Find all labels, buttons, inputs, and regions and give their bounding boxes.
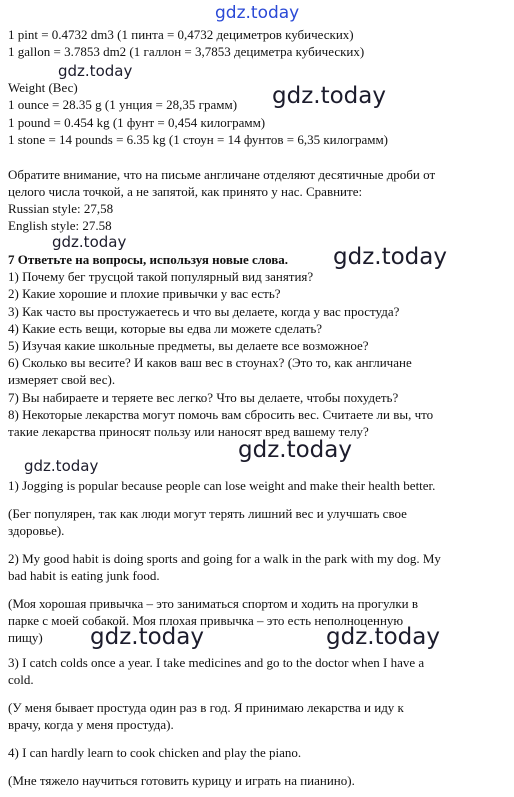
unit-ounce: 1 ounce = 28.35 g (1 унция = 28,35 грамм): [8, 97, 238, 112]
answer-line: (Мне тяжело научиться готовить курицу и играть на пианино).: [8, 773, 355, 788]
answer-line: (Моя хорошая привычка – это заниматься спортом и ходить на прогулки в: [8, 596, 419, 611]
watermark: gdz.today: [24, 457, 99, 475]
answer-line: bad habit is eating junk food.: [8, 568, 160, 583]
answer-line: врачу, когда у меня простуда).: [8, 717, 174, 732]
question-line: 4) Какие есть вещи, которые вы едва ли можете сделать?: [8, 321, 323, 336]
answer-line: парке с моей собакой. Моя плохая привычка – это есть неполноценную: [8, 613, 404, 628]
answer-line: 3) I catch colds once a year. I take medicines and go to the doctor when I have a: [8, 655, 425, 670]
answer-line: cold.: [8, 672, 34, 687]
answer-line: 2) My good habit is doing sports and going for a walk in the park with my dog. My: [8, 551, 441, 566]
question-line: такие лекарства приносят пользу или наносят вред вашему телу?: [8, 424, 369, 439]
watermark: gdz.today: [215, 3, 300, 23]
answer-line: 1) Jogging is popular because people can lose weight and make their health better.: [8, 478, 436, 493]
note-line: Обратите внимание, что на письме англичане отделяют десятичные дроби от: [8, 167, 436, 182]
watermark: gdz.today: [333, 244, 447, 270]
english-style: English style: 27.58: [8, 218, 112, 233]
question-line: измеряет свой вес).: [8, 372, 116, 387]
question-line: 8) Некоторые лекарства могут помочь вам сбросить вес. Считаете ли вы, что: [8, 407, 434, 422]
unit-stone: 1 stone = 14 pounds = 6.35 kg (1 стоун = 14 фунтов = 6,35 килограмм): [8, 132, 388, 147]
answer-line: (У меня бывает простуда один раз в год. Я принимаю лекарства и иду к: [8, 700, 404, 715]
answer-line: 4) I can hardly learn to cook chicken and play the piano.: [8, 745, 302, 760]
unit-gallon: 1 gallon = 3.7853 dm2 (1 галлон = 3,7853 дециметра кубических): [8, 44, 365, 59]
watermark: gdz.today: [238, 437, 352, 463]
watermark: gdz.today: [90, 624, 204, 650]
question-line: 7) Вы набираете и теряете вес легко? Что вы делаете, чтобы похудеть?: [8, 390, 399, 405]
unit-pint: 1 pint = 0.4732 dm3 (1 пинта = 0,4732 дециметров кубических): [8, 27, 354, 42]
answer-line: здоровье).: [8, 523, 65, 538]
answer-line: пищу): [8, 630, 43, 645]
weight-heading: Weight (Вес): [8, 80, 78, 95]
watermark: gdz.today: [272, 83, 386, 109]
watermark: gdz.today: [52, 233, 127, 251]
watermark: gdz.today: [326, 624, 440, 650]
unit-pound: 1 pound = 0.454 kg (1 фунт = 0,454 килограмм): [8, 115, 266, 130]
answer-line: (Бег популярен, так как люди могут терять лишний вес и улучшать свое: [8, 506, 407, 521]
russian-style: Russian style: 27,58: [8, 201, 114, 216]
question-line: 3) Как часто вы простужаетесь и что вы делаете, когда у вас простуда?: [8, 304, 400, 319]
note-line: целого числа точкой, а не запятой, как принято у нас. Сравните:: [8, 184, 363, 199]
exercise-title: 7 Ответьте на вопросы, используя новые слова.: [8, 252, 289, 267]
question-line: 2) Какие хорошие и плохие привычки у вас есть?: [8, 286, 281, 301]
watermark: gdz.today: [58, 62, 133, 80]
question-line: 5) Изучая какие школьные предметы, вы делаете все возможное?: [8, 338, 369, 353]
question-line: 6) Сколько вы весите? И каков ваш вес в стоунах? (Это то, как англичане: [8, 355, 412, 370]
question-line: 1) Почему бег трусцой такой популярный вид занятия?: [8, 269, 314, 284]
